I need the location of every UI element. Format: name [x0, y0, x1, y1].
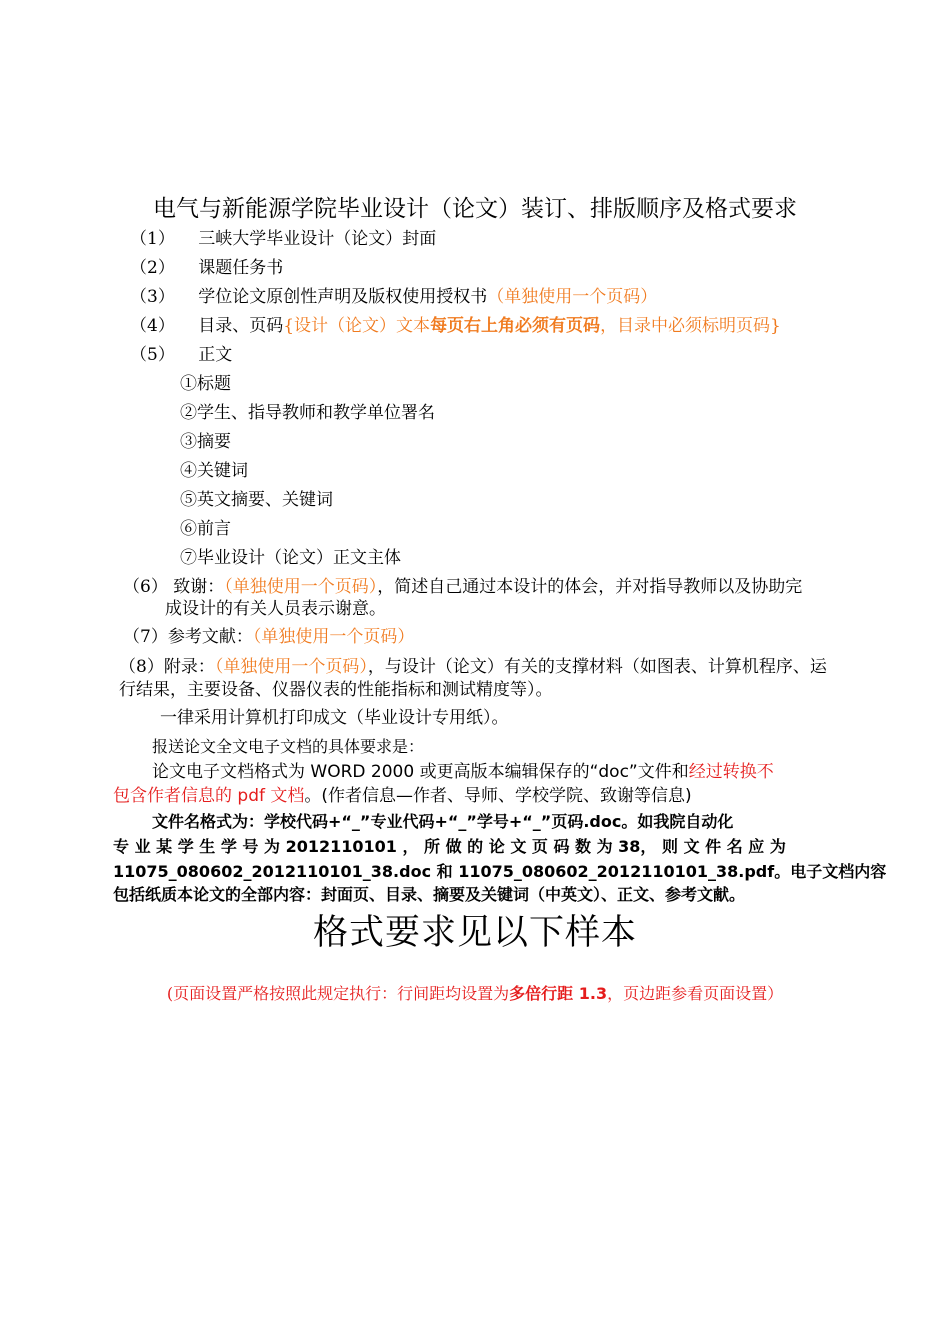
item-head: （6） 致谢： [123, 577, 225, 597]
list-item-7 [123, 627, 414, 647]
item-head: （8）附录： [119, 657, 215, 677]
item-note: （单独使用一个页码） [224, 577, 378, 597]
item-note: （单独使用一个页码） [487, 287, 658, 307]
page-title: 电气与新能源学院毕业设计（论文）装订、排版顺序及格式要求 [153, 196, 797, 222]
sub-item: ③摘要 [180, 432, 231, 452]
item-number: （5） [130, 345, 175, 365]
item-text: 三峡大学毕业设计（论文）封面 [198, 229, 437, 249]
item-number: （4） [130, 316, 175, 336]
item-text: 目录、页码 [198, 316, 284, 336]
list-item-8-cont: 行结果，主要设备、仪器仪表的性能指标和测试精度等）。 [119, 680, 553, 700]
para-highlight: 经过转换不 [688, 762, 774, 782]
sample-heading: 格式要求见以下样本 [312, 913, 637, 953]
item-text: 学位论文原创性声明及版权使用授权书 [198, 287, 488, 307]
filename-format-line-1: 文件名格式为：学校代码+“_”专业代码+“_”学号+“_”页码.doc。如我院自动化 [152, 812, 734, 831]
item-head: （7）参考文献： [123, 627, 253, 647]
note-emphasis: 多倍行距 1.3 [509, 984, 608, 1003]
electronic-para-1-line-1 [152, 762, 774, 782]
filename-format-line-2: 专 业 某 学 生 学 号 为 2012110101 ， 所 做 的 论 文 页 码 数 为 38， 则 文 件 名 应 为 [113, 837, 786, 856]
note-text: ，页边距参看页面设置） [607, 984, 784, 1003]
sub-item: ⑦毕业设计（论文）正文主体 [180, 548, 401, 568]
item-number: （1） [130, 229, 175, 249]
list-item-1 [130, 229, 436, 249]
print-requirement: 一律采用计算机打印成文（毕业设计专用纸）。 [160, 708, 509, 728]
sub-item: ⑤英文摘要、关键词 [180, 490, 333, 510]
item-rest: ，简述自己通过本设计的体会，并对指导教师以及协助完 [377, 577, 803, 597]
item-text: 课题任务书 [198, 258, 284, 278]
page-setup-note [0, 981, 950, 1004]
list-item-3 [130, 287, 657, 307]
item-rest: ，与设计（论文）有关的支撑材料（如图表、计算机程序、运 [367, 657, 827, 677]
electronic-heading: 报送论文全文电子文档的具体要求是： [152, 737, 425, 756]
electronic-para-1-line-2 [113, 786, 692, 806]
item-note: （单独使用一个页码） [252, 627, 415, 647]
sub-item: ②学生、指导教师和教学单位署名 [180, 403, 435, 423]
list-item-2 [130, 258, 283, 278]
item-note-a: {设计（论文）文本 [283, 316, 431, 336]
para-text: 论文电子文档格式为 WORD 2000 或更高版本编辑保存的“doc”文件和 [152, 762, 689, 782]
item-note: （单独使用一个页码） [214, 657, 368, 677]
item-note-c: ，目录中必须标明页码} [600, 316, 781, 336]
item-text: 正文 [198, 345, 233, 365]
list-item-6 [123, 577, 802, 597]
item-number: （3） [130, 287, 175, 307]
sub-item: ④关键词 [180, 461, 248, 481]
list-item-6-cont: 成设计的有关人员表示谢意。 [165, 599, 386, 619]
sub-item: ⑥前言 [180, 519, 231, 539]
list-item-5 [130, 345, 232, 365]
filename-format-line-4: 包括纸质本论文的全部内容：封面页、目录、摘要及关键词（中英文）、正文、参考文献。 [113, 885, 746, 904]
list-item-4 [130, 316, 781, 336]
para-text: 。(作者信息—作者、导师、学校学院、致谢等信息) [304, 786, 692, 806]
filename-format-line-3: 11075_080602_2012110101_38.doc 和 11075_080602_2012110101_38.pdf。电子文档内容 [113, 862, 887, 881]
note-text: (页面设置严格按照此规定执行：行间距均设置为 [166, 984, 510, 1003]
list-item-8 [119, 657, 827, 677]
item-note-b: 每页右上角必须有页码 [430, 316, 601, 336]
item-number: （2） [130, 258, 175, 278]
para-highlight: 包含作者信息的 pdf 文档 [113, 786, 305, 806]
sub-item: ①标题 [180, 374, 231, 394]
